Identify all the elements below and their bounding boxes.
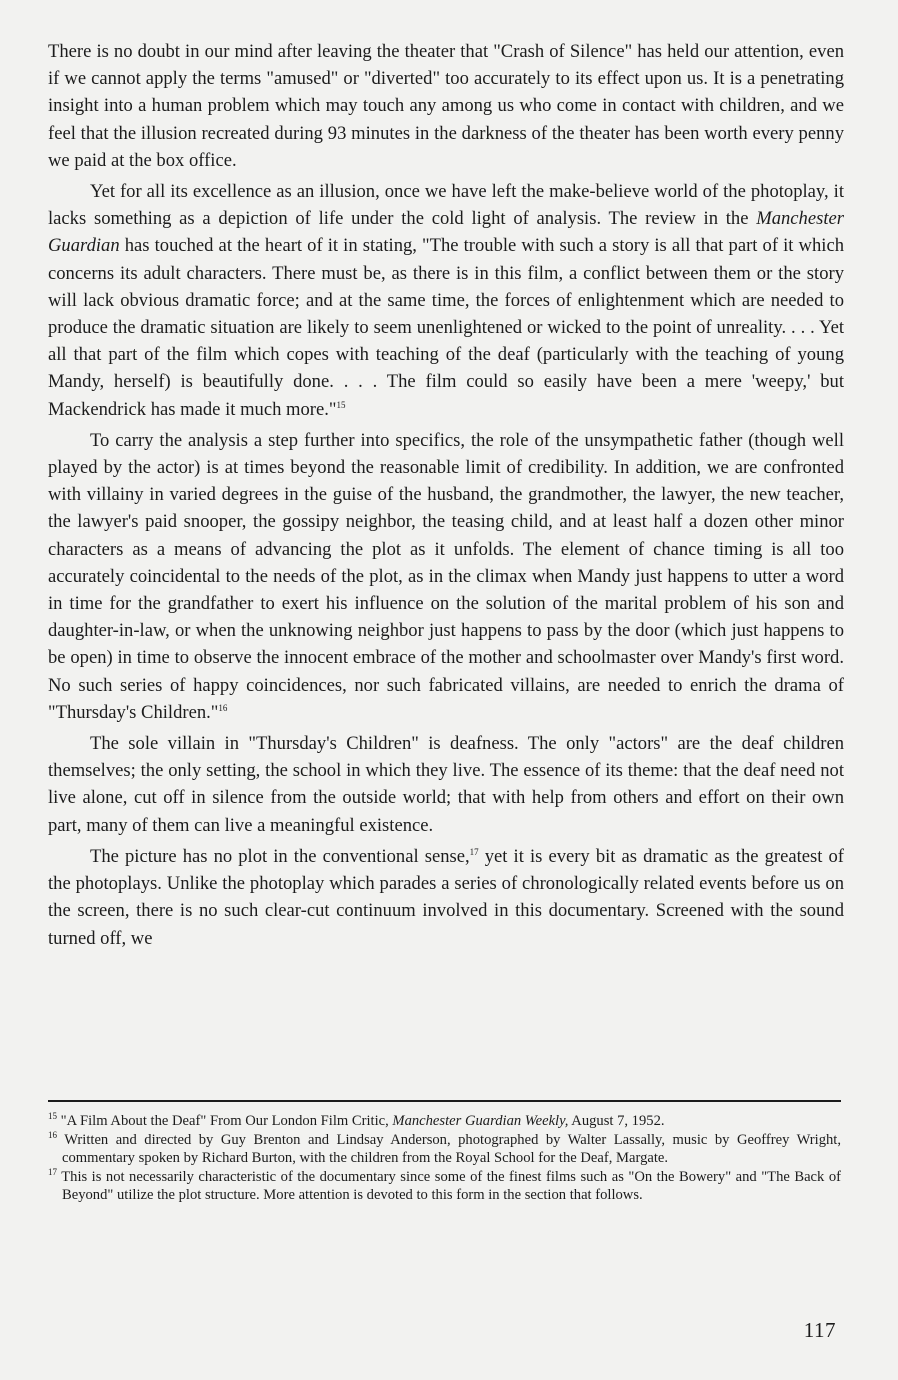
text-run: Written and directed by Guy Brenton and Lindsay Anderson, photographed by Walter Lassally, music by Geoffrey Wright, commentary spoken by Richard Burton, with the children from the Royal School for the Deaf, Margate. <box>57 1132 841 1166</box>
text-run: yet it is every bit as dramatic as the greatest of the photoplays. Unlike the photoplay which parades a series of chronologically related events before us on the screen, there is no such clear-cut continuum involved in this documentary. Screened with the sound turned off, we <box>48 845 844 949</box>
text-run: To carry the analysis a step further into specifics, the role of the unsympathetic father (though well played by the actor) is at times beyond the reasonable limit of credibility. In addition, we are confronted with villainy in varied degrees in the guise of the husband, the grandmother, the lawyer, the new teacher, the lawyer's paid snooper, the gossipy neighbor, the teasing child, and at least half a dozen other minor characters as a means of advancing the plot as it unfolds. The element of chance timing is all too accurately coincidental to the needs of the plot, as in the climax when Mandy just happens to utter a word in time for the grandfather to exert his influence on the solution of the marital problem of his son and daughter-in-law, or when the unknowing neighbor just happens to pass by the door (which just happens to be open) in time to observe the innocent embrace of the mother and schoolmaster over Mandy's first word. No such series of happy coincidences, nor such fabricated villains, are needed to enrich the drama of "Thursday's Children." <box>48 429 844 723</box>
text-run: The picture has no plot in the conventional sense, <box>90 845 470 867</box>
text-run: The sole villain in "Thursday's Children" is deafness. The only "actors" are the deaf children themselves; the only setting, the school in which they live. The essence of its theme: that the deaf need not live alone, cut off in silence from the outside world; that with help from others and effort on their own part, many of them can live a meaningful existence. <box>48 733 844 836</box>
text-run: Yet for all its excellence as an illusion, once we have left the make-believe world of the photoplay, it lacks something as a depiction of life under the cold light of analysis. The review in the <box>48 181 844 230</box>
paragraph-2 <box>48 178 844 423</box>
paragraph-1 <box>48 38 844 174</box>
body-text <box>48 38 844 952</box>
italic-title: Manchester Guardian <box>48 208 844 257</box>
footnote-17 <box>48 1169 841 1204</box>
footnote-15 <box>48 1113 841 1130</box>
paragraph-3 <box>48 427 844 726</box>
italic-title: Manchester Guardian Weekly, <box>392 1113 569 1129</box>
footnote-marker: 16 <box>218 702 228 713</box>
footnote-marker: 16 <box>48 1130 57 1141</box>
text-run: has touched at the heart of it in stating, "The trouble with such a story is all that part of it which concerns its adult characters. There must be, as there is in this film, a conflict between them or the story will lack obvious dramatic force; and at the same time, the forces of enlightenment which are needed to produce the dramatic situation are likely to seem unenlightened or wicked to the point of unreality. . . . Yet all that part of the film which copes with teaching of the deaf (particularly with the teaching of young Mandy, herself) is beautifully done. . . . The film could so easily have been a mere 'weepy,' but Mackendrick has made it much more." <box>48 235 844 420</box>
footnote-divider <box>48 1100 841 1102</box>
paragraph-5 <box>48 843 844 952</box>
footnotes <box>48 1113 841 1206</box>
footnote-marker: 17 <box>48 1167 57 1178</box>
footnote-marker: 15 <box>48 1111 57 1122</box>
footnote-16 <box>48 1132 841 1167</box>
paragraph-4 <box>48 730 844 839</box>
footnote-marker: 15 <box>336 399 346 410</box>
text-run: This is not necessarily characteristic of the documentary since some of the finest films such as "On the Bowery" and "The Back of Beyond" utilize the plot structure. More attention is devoted to this form in the section that follows. <box>57 1169 841 1203</box>
page-number: 117 <box>803 1318 836 1342</box>
footnote-marker: 17 <box>469 846 479 857</box>
text-run: August 7, 1952. <box>568 1113 665 1129</box>
text-run: There is no doubt in our mind after leaving the theater that "Crash of Silence" has held our attention, even if we cannot apply the terms "amused" or "diverted" too accurately to its effect upon us. It is a penetrating insight into a human problem which may touch any among us who come in contact with children, and we feel that the illusion recreated during 93 minutes in the darkness of the theater has been worth every penny we paid at the box office. <box>48 41 844 171</box>
text-run: "A Film About the Deaf" From Our London Film Critic, <box>57 1113 393 1129</box>
